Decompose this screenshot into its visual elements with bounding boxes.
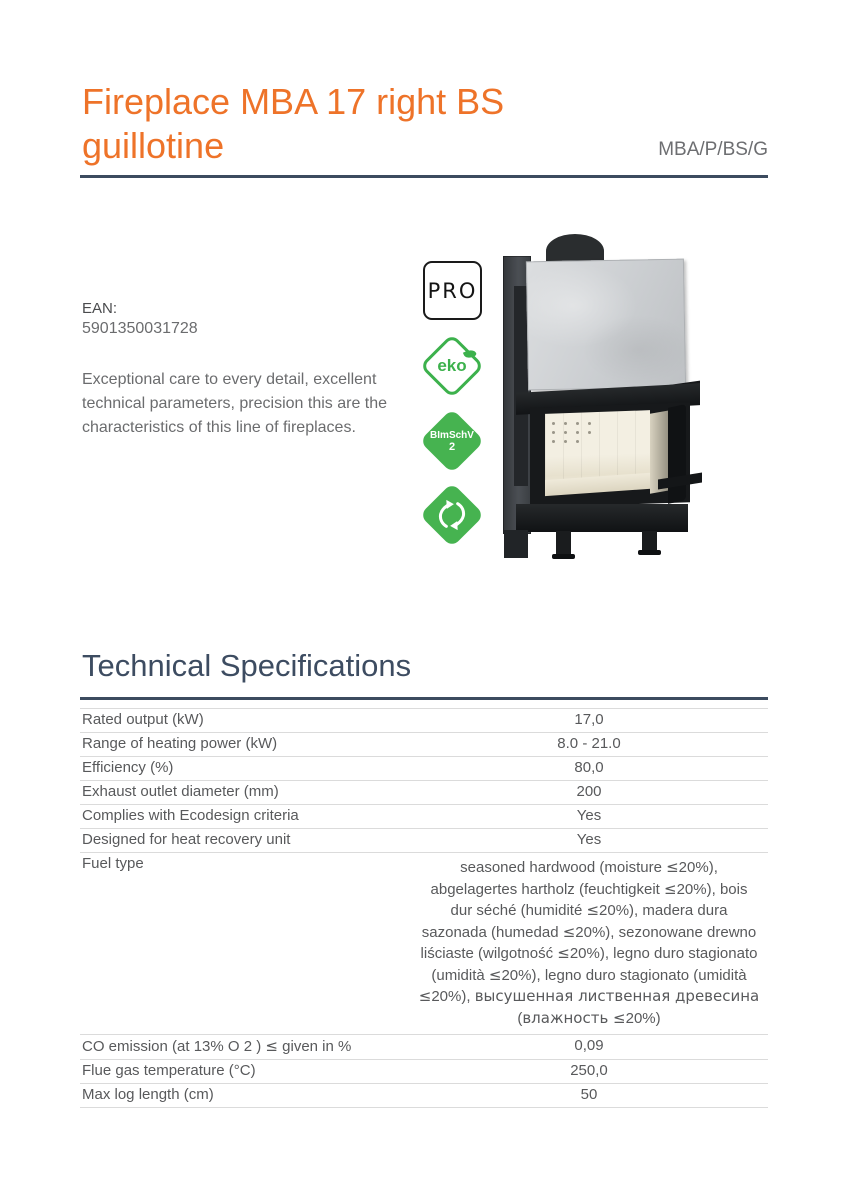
fireplace-base: [516, 504, 688, 532]
spec-row: [80, 756, 768, 780]
spec-label: Range of heating power (kW): [82, 735, 278, 752]
spec-row: [80, 804, 768, 828]
spec-label: CO emission (at 13% O 2 ) ≤ given in %: [82, 1037, 352, 1055]
badge-eko: [418, 332, 486, 400]
spec-row: [80, 1059, 768, 1083]
spec-value: Yes: [576, 831, 602, 848]
description-line: technical parameters, precision this are the: [82, 395, 388, 412]
spec-row: [80, 1034, 768, 1059]
eko-label: eko: [437, 356, 466, 376]
product-description: [82, 368, 422, 440]
spec-label: Fuel type: [82, 855, 144, 872]
fireplace-product-image: [494, 226, 706, 566]
spec-value: 17,0: [574, 711, 604, 728]
section-title: Technical Specifications: [82, 648, 412, 683]
spec-row: [80, 828, 768, 852]
bimschv-label: BImSchV: [430, 429, 474, 441]
spec-row: [80, 852, 768, 1034]
guillotine-steel-panel: [526, 259, 686, 391]
product-code: MBA/P/BS/G: [658, 139, 768, 160]
spec-value: 250,0: [570, 1062, 608, 1079]
description-line: characteristics of this line of fireplaces.: [82, 419, 356, 436]
page-title-line-2: guillotine: [82, 125, 225, 166]
spec-row: [80, 780, 768, 804]
fireplace-leg: [642, 531, 657, 551]
spec-label: Max log length (cm): [82, 1086, 214, 1103]
eko-diamond: [419, 333, 484, 398]
spec-value: seasoned hardwood (moisture ≤20%), abgelagertes hartholz (feuchtigkeit ≤20%), bois dur séché (humidité ≤20%), madera dura sazonada (humedad ≤20%), sezonowane drewno liściaste (wilgotność ≤20%), legno duro stagionato (umidità ≤20%), legno duro stagionato (umidità ≤20%), высушенная лиственная древесина (влажность ≤20%): [418, 858, 760, 1027]
ean-value: 5901350031728: [82, 320, 198, 337]
recycle-arrows-icon: [429, 492, 475, 538]
description-line: Exceptional care to every detail, excellent: [82, 371, 377, 388]
bimschv-diamond: [419, 408, 484, 473]
spec-label: Designed for heat recovery unit: [82, 831, 291, 848]
header-divider: [80, 175, 768, 178]
badge-bimschv: [418, 407, 486, 475]
spec-label: Complies with Ecodesign criteria: [82, 807, 299, 824]
recycle-diamond: [419, 482, 484, 547]
badge-recycle: [418, 481, 486, 549]
spec-value: 50: [580, 1086, 598, 1103]
spec-row: [80, 732, 768, 756]
section-divider: [80, 697, 768, 700]
spec-label: Rated output (kW): [82, 711, 204, 728]
spec-label: Flue gas temperature (°C): [82, 1062, 256, 1079]
fireplace-leg: [556, 531, 571, 555]
badge-pro: [423, 261, 482, 320]
spec-label: Efficiency (%): [82, 759, 174, 776]
spec-label: Exhaust outlet diameter (mm): [82, 783, 279, 800]
spec-row: [80, 1083, 768, 1108]
spec-table: [80, 708, 768, 1108]
ean-label: EAN:: [82, 300, 118, 317]
pro-logo-text: PRO: [427, 278, 478, 303]
spec-value: 80,0: [574, 759, 604, 776]
spec-value: 0,09: [574, 1037, 604, 1054]
bimschv-number: 2: [448, 440, 456, 453]
spec-value: 200: [576, 783, 602, 800]
page-title-line-1: Fireplace MBA 17 right BS: [82, 81, 505, 122]
spec-value: 8.0 - 21.0: [557, 735, 621, 752]
spec-value: Yes: [576, 807, 602, 824]
spec-row: [80, 708, 768, 732]
